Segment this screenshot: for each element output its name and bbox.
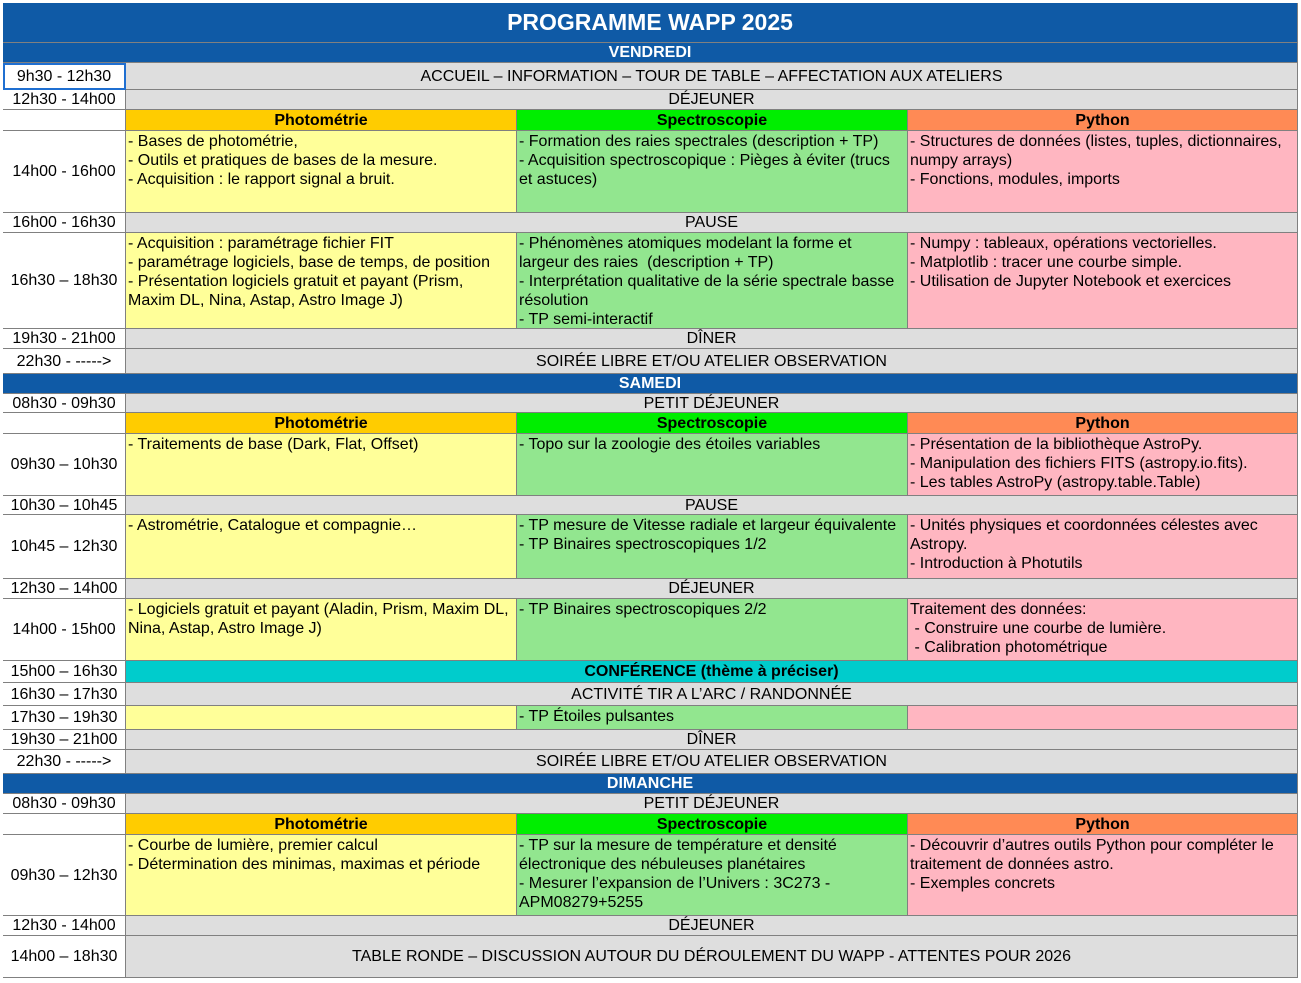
samedi-09h30-time[interactable]: 09h30 – 10h30 xyxy=(3,434,126,496)
vendredi-16h30-python[interactable]: - Numpy : tableaux, opérations vectorielles. - Matplotlib : tracer une courbe simple. - Utilisation de Jupyter Notebook et exercices xyxy=(908,233,1298,329)
photometrie-header: Photométrie xyxy=(126,110,517,131)
samedi-tir-a-l-arc-time[interactable]: 16h30 – 17h30 xyxy=(3,683,126,706)
samedi-17h30-photometrie[interactable] xyxy=(126,706,517,730)
vendredi-14h00-python[interactable]: - Structures de données (listes, tuples, dictionnaires, numpy arrays) - Fonctions, modules, imports xyxy=(908,131,1298,213)
samedi-petit-dejeuner-time[interactable]: 08h30 - 09h30 xyxy=(3,394,126,413)
photometrie-header: Photométrie xyxy=(126,413,517,434)
vendredi-16h30-spectroscopie[interactable]: - Phénomènes atomiques modelant la forme et largeur des raies (description + TP) - Interprétation qualitative de la série spectrale basse résolution - TP semi-interactif xyxy=(517,233,908,329)
vendredi-dejeuner-activity[interactable]: DÉJEUNER xyxy=(126,90,1298,110)
page-title: PROGRAMME WAPP 2025 xyxy=(3,3,1298,43)
samedi-dejeuner-activity[interactable]: DÉJEUNER xyxy=(126,579,1298,599)
samedi-petit-dejeuner-activity[interactable]: PETIT DÉJEUNER xyxy=(126,394,1298,413)
blank-header-cell xyxy=(3,110,126,131)
dimanche-table-ronde-time[interactable]: 14h00 – 18h30 xyxy=(3,936,126,978)
samedi-soiree-time[interactable]: 22h30 - -----> xyxy=(3,750,126,774)
samedi-14h00-spectroscopie[interactable]: - TP Binaires spectroscopiques 2/2 xyxy=(517,599,908,661)
dimanche-petit-dejeuner-activity[interactable]: PETIT DÉJEUNER xyxy=(126,794,1298,814)
samedi-10h45-python[interactable]: - Unités physiques et coordonnées célestes avec Astropy. - Introduction à Photutils xyxy=(908,515,1298,579)
blank-header-cell xyxy=(3,413,126,434)
samedi-09h30-spectroscopie[interactable]: - Topo sur la zoologie des étoiles variables xyxy=(517,434,908,496)
vendredi-accueil-time[interactable]: 9h30 - 12h30 xyxy=(3,63,126,90)
samedi-09h30-photometrie[interactable]: - Traitements de base (Dark, Flat, Offset) xyxy=(126,434,517,496)
vendredi-16h30-time[interactable]: 16h30 – 18h30 xyxy=(3,233,126,329)
python-header: Python xyxy=(908,814,1298,835)
vendredi-soiree-time[interactable]: 22h30 - -----> xyxy=(3,349,126,374)
vendredi-14h00-photometrie[interactable]: - Bases de photométrie, - Outils et pratiques de bases de la mesure. - Acquisition : le rapport signal a bruit. xyxy=(126,131,517,213)
dimanche-petit-dejeuner-time[interactable]: 08h30 - 09h30 xyxy=(3,794,126,814)
samedi-conference-activity[interactable]: CONFÉRENCE (thème à préciser) xyxy=(126,661,1298,683)
samedi-17h30-python[interactable] xyxy=(908,706,1298,730)
vendredi-pause-time[interactable]: 16h00 - 16h30 xyxy=(3,213,126,233)
samedi-pause-time[interactable]: 10h30 – 10h45 xyxy=(3,496,126,515)
vendredi-14h00-spectroscopie[interactable]: - Formation des raies spectrales (description + TP) - Acquisition spectroscopique : Pièges à éviter (trucs et astuces) xyxy=(517,131,908,213)
blank-header-cell xyxy=(3,814,126,835)
samedi-diner-activity[interactable]: DÎNER xyxy=(126,730,1298,750)
samedi-14h00-photometrie[interactable]: - Logiciels gratuit et payant (Aladin, Prism, Maxim DL, Nina, Astap, Astro Image J) xyxy=(126,599,517,661)
samedi-17h30-spectroscopie[interactable]: - TP Étoiles pulsantes xyxy=(517,706,908,730)
vendredi-14h00-time[interactable]: 14h00 - 16h00 xyxy=(3,131,126,213)
vendredi-16h30-photometrie[interactable]: - Acquisition : paramétrage fichier FIT - paramétrage logiciels, base de temps, de position - Présentation logiciels gratuit et payant (Prism, Maxim DL, Nina, Astap, Astro Image J) xyxy=(126,233,517,329)
vendredi-pause-activity[interactable]: PAUSE xyxy=(126,213,1298,233)
dimanche-09h30-spectroscopie[interactable]: - TP sur la mesure de température et densité électronique des nébuleuses planétaires - Mesurer l’expansion de l’Univers : 3C273 - APM08279+5255 xyxy=(517,835,908,916)
samedi-14h00-python[interactable]: Traitement des données: - Construire une courbe de lumière. - Calibration photométrique xyxy=(908,599,1298,661)
samedi-10h45-time[interactable]: 10h45 – 12h30 xyxy=(3,515,126,579)
day-banner-samedi: SAMEDI xyxy=(3,374,1298,394)
vendredi-dejeuner-time[interactable]: 12h30 - 14h00 xyxy=(3,90,126,110)
day-banner-dimanche: DIMANCHE xyxy=(3,774,1298,794)
dimanche-dejeuner-time[interactable]: 12h30 - 14h00 xyxy=(3,916,126,936)
samedi-diner-time[interactable]: 19h30 – 21h00 xyxy=(3,730,126,750)
samedi-14h00-time[interactable]: 14h00 - 15h00 xyxy=(3,599,126,661)
samedi-soiree-activity[interactable]: SOIRÉE LIBRE ET/OU ATELIER OBSERVATION xyxy=(126,750,1298,774)
samedi-conference-time[interactable]: 15h00 – 16h30 xyxy=(3,661,126,683)
dimanche-table-ronde-activity[interactable]: TABLE RONDE – DISCUSSION AUTOUR DU DÉROULEMENT DU WAPP - ATTENTES POUR 2026 xyxy=(126,936,1298,978)
samedi-pause-activity[interactable]: PAUSE xyxy=(126,496,1298,515)
spectroscopie-header: Spectroscopie xyxy=(517,110,908,131)
samedi-10h45-photometrie[interactable]: - Astrométrie, Catalogue et compagnie… xyxy=(126,515,517,579)
photometrie-header: Photométrie xyxy=(126,814,517,835)
vendredi-diner-time[interactable]: 19h30 - 21h00 xyxy=(3,329,126,349)
dimanche-09h30-python[interactable]: - Découvrir d’autres outils Python pour compléter le traitement de données astro. - Exemples concrets xyxy=(908,835,1298,916)
dimanche-09h30-photometrie[interactable]: - Courbe de lumière, premier calcul - Détermination des minimas, maximas et période xyxy=(126,835,517,916)
samedi-dejeuner-time[interactable]: 12h30 – 14h00 xyxy=(3,579,126,599)
samedi-17h30-time[interactable]: 17h30 – 19h30 xyxy=(3,706,126,730)
samedi-tir-a-l-arc-activity[interactable]: ACTIVITÉ TIR A L’ARC / RANDONNÉE xyxy=(126,683,1298,706)
spectroscopie-header: Spectroscopie xyxy=(517,814,908,835)
vendredi-diner-activity[interactable]: DÎNER xyxy=(126,329,1298,349)
spectroscopie-header: Spectroscopie xyxy=(517,413,908,434)
dimanche-dejeuner-activity[interactable]: DÉJEUNER xyxy=(126,916,1298,936)
python-header: Python xyxy=(908,413,1298,434)
samedi-09h30-python[interactable]: - Présentation de la bibliothèque AstroPy. - Manipulation des fichiers FITS (astropy.io.fits). - Les tables AstroPy (astropy.table.Table) xyxy=(908,434,1298,496)
python-header: Python xyxy=(908,110,1298,131)
samedi-10h45-spectroscopie[interactable]: - TP mesure de Vitesse radiale et largeur équivalente - TP Binaires spectroscopiques 1/2 xyxy=(517,515,908,579)
vendredi-accueil-activity[interactable]: ACCUEIL – INFORMATION – TOUR DE TABLE – AFFECTATION AUX ATELIERS xyxy=(126,63,1298,90)
vendredi-soiree-activity[interactable]: SOIRÉE LIBRE ET/OU ATELIER OBSERVATION xyxy=(126,349,1298,374)
dimanche-09h30-time[interactable]: 09h30 – 12h30 xyxy=(3,835,126,916)
day-banner-vendredi: VENDREDI xyxy=(3,43,1298,63)
